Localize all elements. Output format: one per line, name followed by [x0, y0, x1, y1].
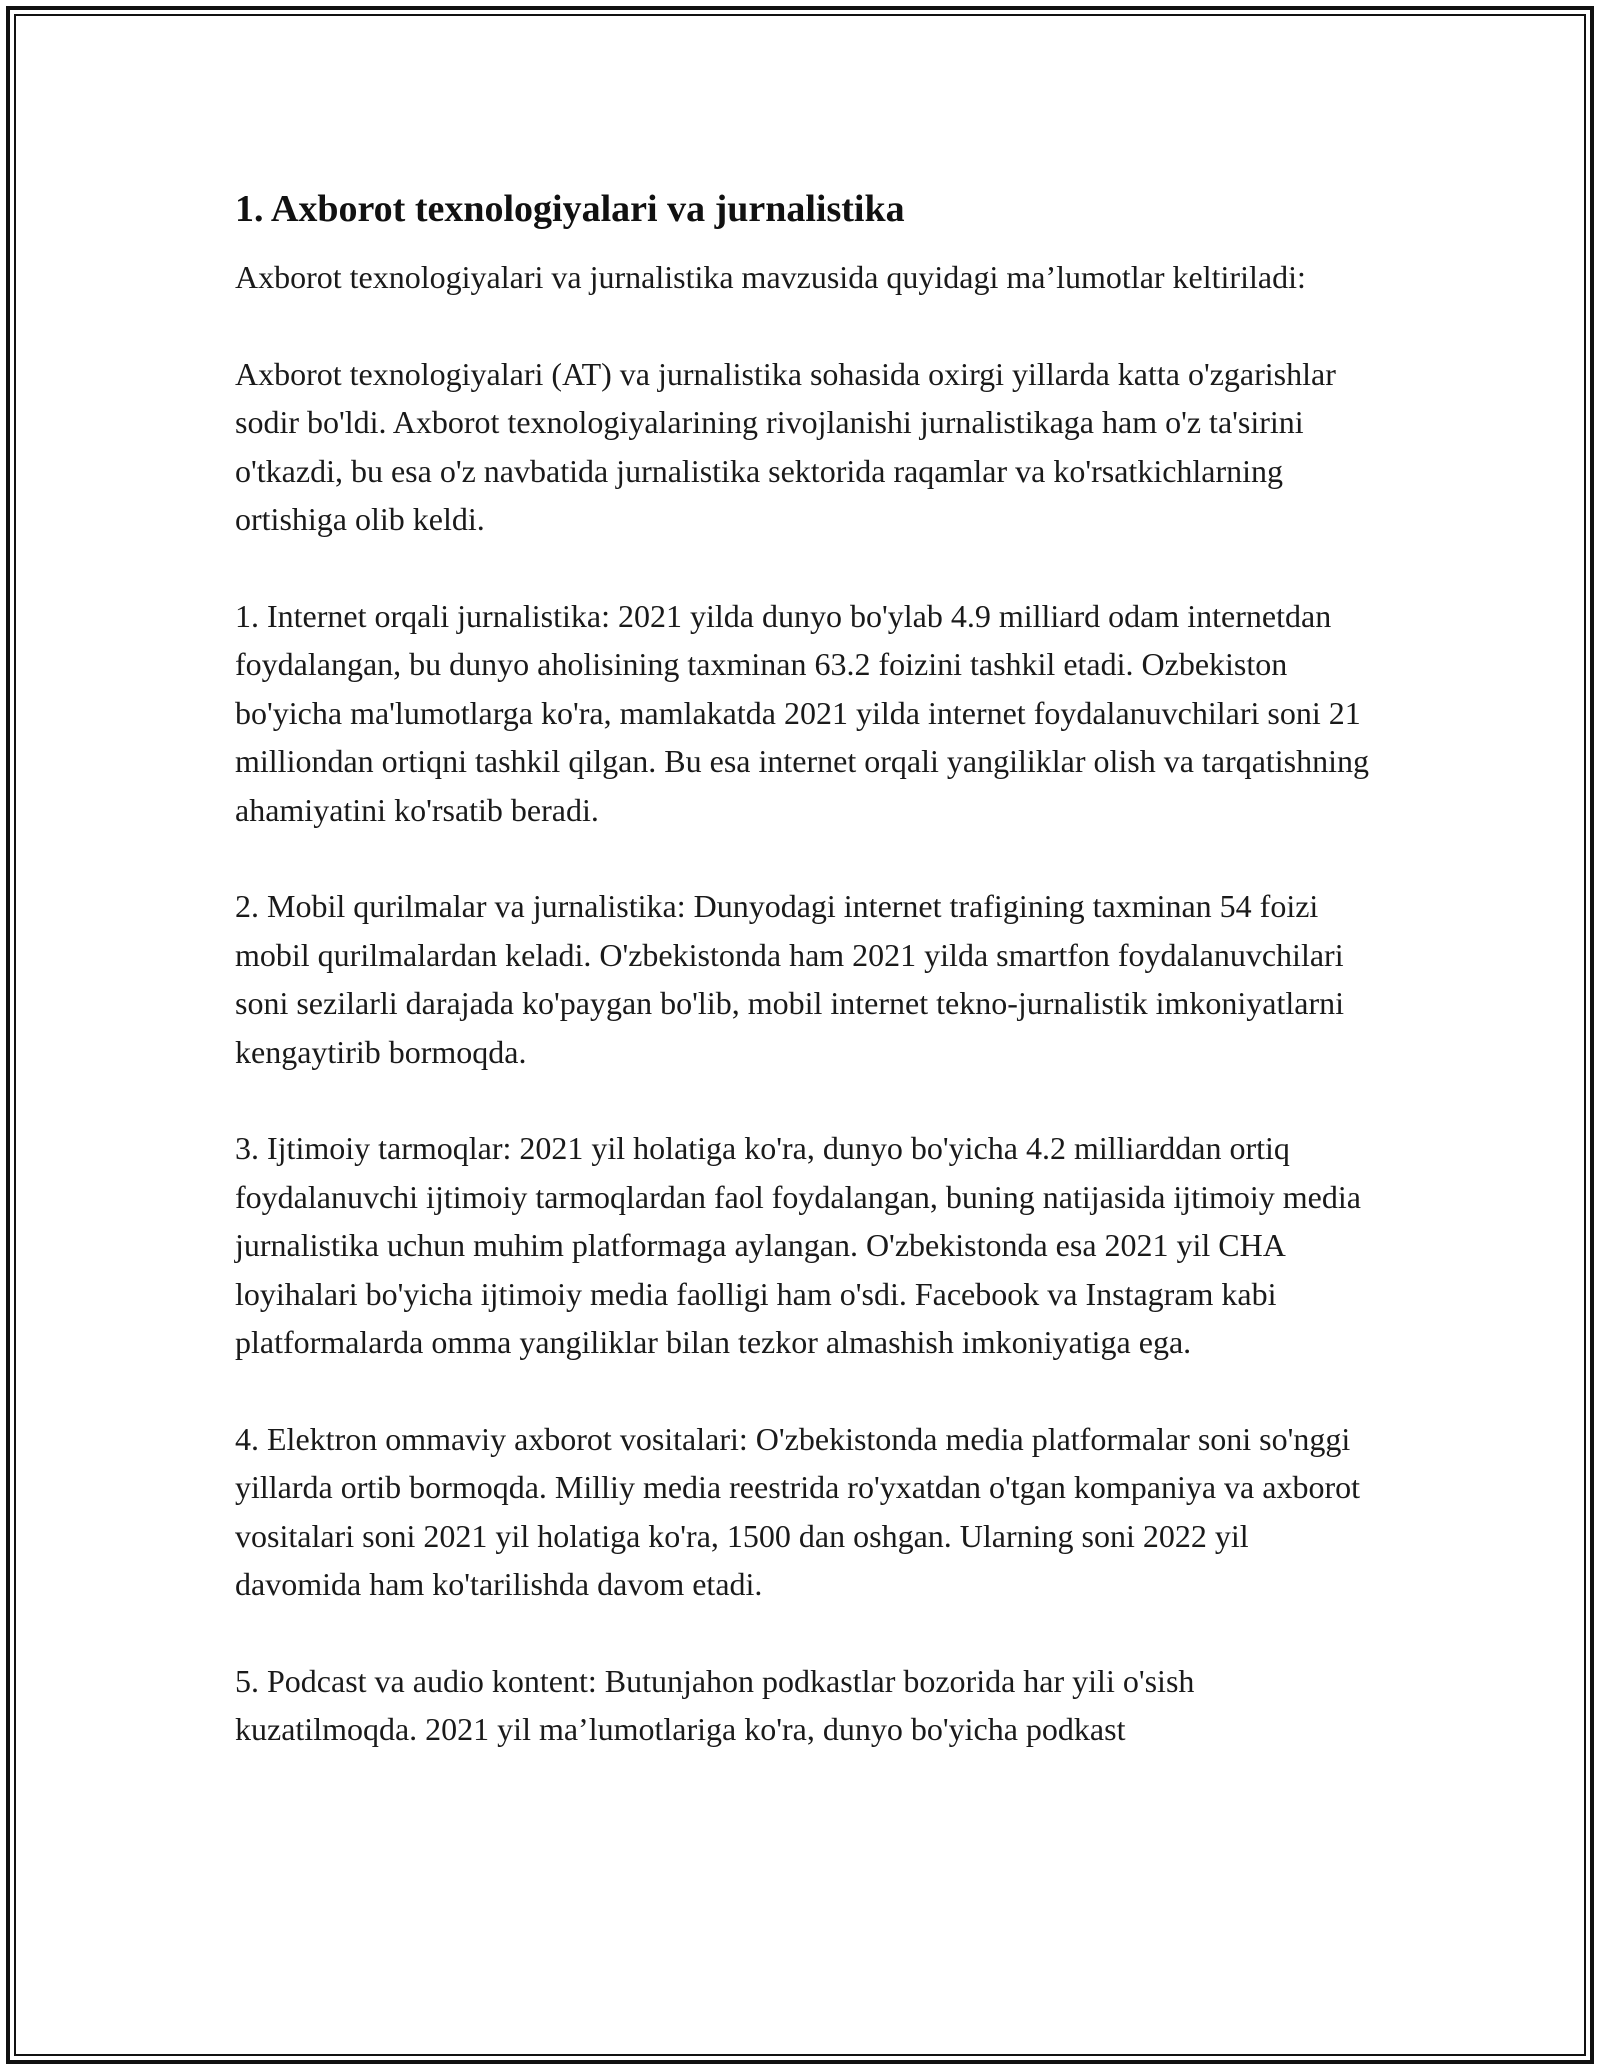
list-item-podcast: 5. Podcast va audio kontent: Butunjahon podkastlar bozorida har yili o'sish kuzatilmoqda. 2021 yil ma’lumotlariga ko'ra, dunyo bo'yicha podkast [235, 1662, 1195, 1747]
list-item-electronic-media: 4. Elektron ommaviy axborot vositalari: O'zbekistonda media platformalar soni so'nggi yillarda ortib bormoqda. Milliy media reestrida ro'yxatdan o'tgan kompaniya va axborot vositalari soni 2021 yil holatiga ko'ra, 1500 dan oshgan. Ularning soni 2022 yil davomida ham ko'tarilishda davom etadi. [235, 1420, 1360, 1602]
page-title: 1. Axborot texnologiyalari va jurnalistika [235, 188, 905, 230]
list-item-social: 3. Ijtimoiy tarmoqlar: 2021 yil holatiga ko'ra, dunyo bo'yicha 4.2 milliarddan ortiq foydalanuvchi ijtimoiy tarmoqlardan faol foydalangan, buning natijasida ijtimoiy media jurnalistika uchun muhim platformaga aylangan. O'zbekistonda esa 2021 yil CHA loyihalari bo'yicha ijtimoiy media faolligi ham o'sdi. Facebook va Instagram kabi platformalarda omma yangiliklar bilan tezkor almashish imkoniyatiga ega. [235, 1130, 1361, 1360]
overview-paragraph: Axborot texnologiyalari (AT) va jurnalistika sohasida oxirgi yillarda katta o'zgarishlar sodir bo'ldi. Axborot texnologiyalarining rivojlanishi jurnalistikaga ham o'z ta'sirini o'tkazdi, bu esa o'z navbatida jurnalistika sektorida raqamlar va ko'rsatkichlarning ortishiga olib keldi. [235, 355, 1336, 537]
list-item-internet: 1. Internet orqali jurnalistika: 2021 yilda dunyo bo'ylab 4.9 milliard odam internetdan foydalangan, bu dunyo aholisining taxminan 63.2 foizini tashkil etadi. Ozbekiston bo'yicha ma'lumotlarga ko'ra, mamlakatda 2021 yilda internet foydalanuvchilari soni 21 milliondan ortiqni tashkil qilgan. Bu esa internet orqali yangiliklar olish va tarqatishning ahamiyatini ko'rsatib beradi. [235, 597, 1370, 828]
intro-paragraph: Axborot texnologiyalari va jurnalistika mavzusida quyidagi ma’lumotlar keltiriladi: [235, 259, 1306, 295]
list-item-mobile: 2. Mobil qurilmalar va jurnalistika: Dunyodagi internet trafigining taxminan 54 foizi mobil qurilmalardan keladi. O'zbekistonda ham 2021 yilda smartfon foydalanuvchilari soni sezilarli darajada ko'paygan bo'lib, mobil internet tekno-jurnalistik imkoniyatlarni kengaytirib bormoqda. [235, 888, 1345, 1070]
document-body [235, 185, 1375, 1754]
